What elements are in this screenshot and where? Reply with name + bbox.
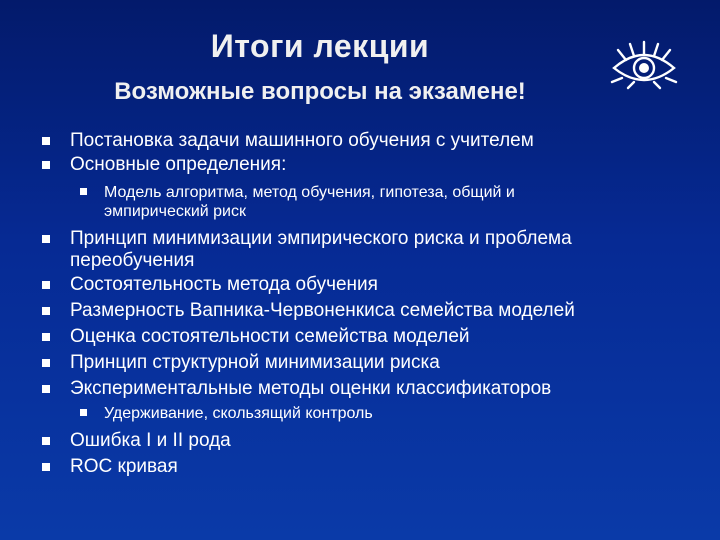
bullet-marker — [80, 409, 87, 416]
bullet-text: Размерность Вапника-Червоненкиса семейства моделей — [70, 300, 575, 321]
bullet-marker — [42, 235, 50, 243]
bullet-text: Принцип минимизации эмпирического риска и проблема переобучения — [70, 228, 572, 271]
bullet-item — [70, 154, 690, 176]
bullet-item — [70, 378, 690, 400]
bullet-item — [70, 228, 630, 272]
sub-bullet-item — [104, 183, 584, 221]
slide-title: Итоги лекции — [210, 28, 430, 64]
bullet-marker — [42, 307, 50, 315]
bullet-item — [70, 456, 690, 478]
bullet-marker — [42, 385, 50, 393]
bullet-item — [70, 430, 690, 452]
bullet-text: Постановка задачи машинного обучения с учителем — [70, 130, 534, 151]
bullet-text: Состоятельность метода обучения — [70, 274, 378, 295]
bullet-text: Модель алгоритма, метод обучения, гипотеза, общий и эмпирический риск — [104, 184, 515, 220]
bullet-marker — [42, 161, 50, 169]
bullet-item — [70, 274, 690, 296]
bullet-marker — [42, 359, 50, 367]
bullet-text: Основные определения: — [70, 154, 287, 175]
bullet-item — [70, 352, 690, 374]
bullet-marker — [42, 463, 50, 471]
sub-bullet-item — [104, 404, 664, 423]
bullet-marker — [42, 437, 50, 445]
bullet-text: Принцип структурной минимизации риска — [70, 352, 440, 373]
bullet-marker — [80, 188, 87, 195]
bullet-text: Оценка состоятельности семейства моделей — [70, 326, 470, 347]
bullet-item — [70, 300, 690, 322]
slide-subtitle: Возможные вопросы на экзамене! — [114, 78, 526, 105]
bullet-marker — [42, 333, 50, 341]
bullet-text: ROC кривая — [70, 456, 178, 477]
bullet-marker — [42, 137, 50, 145]
bullet-item — [70, 130, 690, 152]
bullet-marker — [42, 281, 50, 289]
bullet-text: Удерживание, скользящий контроль — [104, 405, 373, 422]
bullet-item — [70, 326, 690, 348]
bullet-text: Экспериментальные методы оценки классификаторов — [70, 378, 552, 399]
bullet-text: Ошибка I и II рода — [70, 430, 231, 451]
